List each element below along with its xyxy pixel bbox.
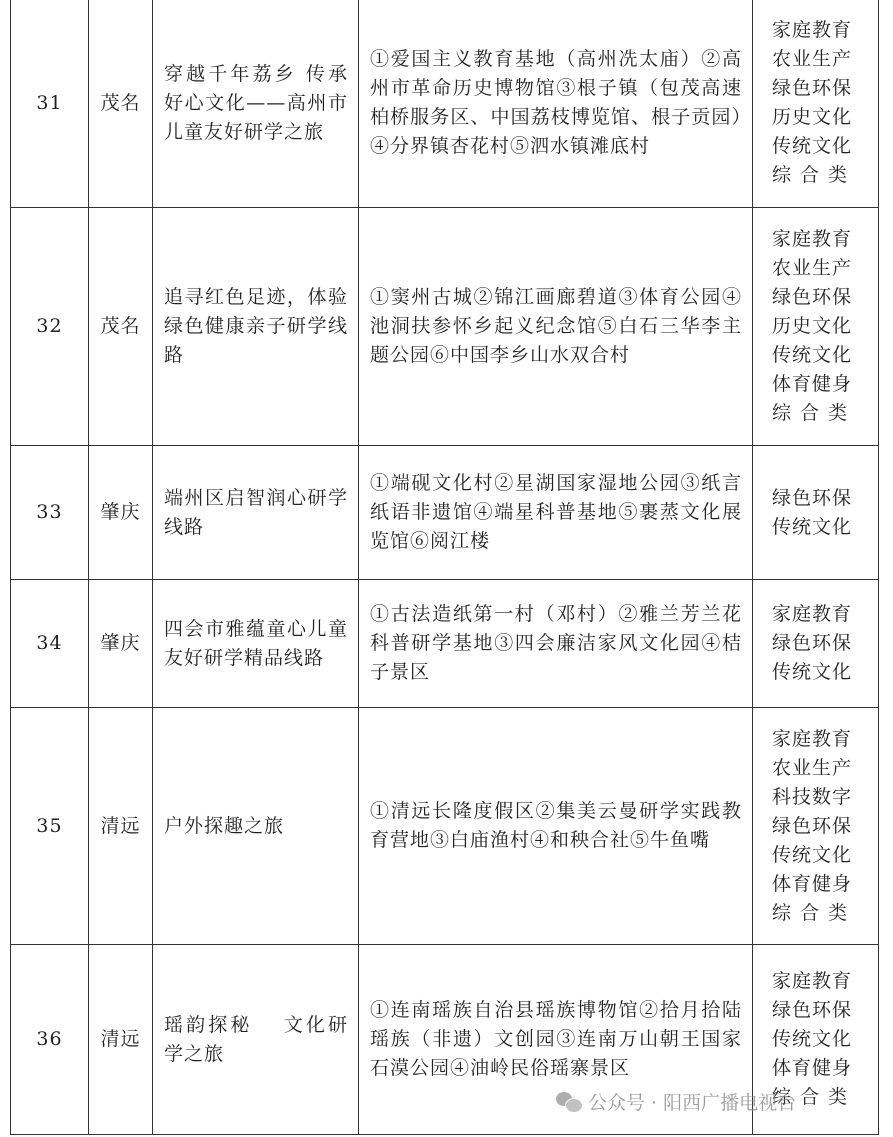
category-item: 农业生产 — [772, 48, 853, 70]
bases-cell: ①端砚文化村②星湖国家湿地公园③纸言纸语非遗馆④端星科普基地⑤裹蒸文化展览馆⑥阅江楼 — [359, 446, 753, 580]
category-item: 家庭教育 — [772, 603, 853, 625]
category-item: 绿色环保 — [772, 999, 853, 1021]
category-item: 综合类 — [772, 164, 857, 186]
category-item: 综合类 — [772, 402, 857, 424]
route-name-cell: 追寻红色足迹，体验绿色健康亲子研学线路 — [153, 208, 359, 446]
table-row — [11, 208, 879, 446]
table-row — [11, 446, 879, 580]
city-cell: 清远 — [89, 708, 153, 945]
category-item: 家庭教育 — [772, 727, 853, 750]
bases-cell: ①古法造纸第一村（邓村）②雅兰芳兰花科普研学基地③四会廉洁家风文化园④桔子景区 — [359, 580, 753, 708]
category-item: 传统文化 — [772, 344, 853, 366]
city-cell: 肇庆 — [89, 580, 153, 708]
city-cell: 茂名 — [89, 0, 153, 208]
row-number: 32 — [11, 208, 89, 446]
category-cell — [753, 708, 879, 945]
watermark-text: 公众号 · 阳西广播电视台 — [588, 1092, 797, 1114]
route-name-cell: 穿越千年荔乡 传承好心文化——高州市儿童友好研学之旅 — [153, 0, 359, 208]
category-item: 体育健身 — [772, 1057, 853, 1079]
category-item: 绿色环保 — [772, 632, 853, 654]
table-body — [11, 0, 879, 1135]
category-item: 传统文化 — [772, 1028, 853, 1050]
category-item: 历史文化 — [772, 106, 853, 128]
table-row — [11, 0, 879, 208]
city-cell: 清远 — [89, 945, 153, 1135]
bases-cell: ①连南瑶族自治县瑶族博物馆②拾月拾陆瑶族（非遗）文创园③连南万山朝王国家石漠公园④油岭民俗瑶寨景区 — [359, 945, 753, 1135]
route-name-cell: 四会市雅蕴童心儿童友好研学精品线路 — [153, 580, 359, 708]
category-item: 绿色环保 — [772, 814, 853, 837]
row-number: 34 — [11, 580, 89, 708]
category-item: 家庭教育 — [772, 19, 853, 41]
row-number: 33 — [11, 446, 89, 580]
row-number: 31 — [11, 0, 89, 208]
route-name-cell: 户外探趣之旅 — [153, 708, 359, 945]
city-cell: 肇庆 — [89, 446, 153, 580]
category-item: 历史文化 — [772, 315, 853, 337]
category-item: 农业生产 — [772, 257, 853, 279]
row-number: 35 — [11, 708, 89, 945]
bases-cell: ①窦州古城②锦江画廊碧道③体育公园④池洞扶参怀乡起义纪念馆⑤白石三华李主题公园⑥中国李乡山水双合村 — [359, 208, 753, 446]
route-name-cell: 端州区启智润心研学线路 — [153, 446, 359, 580]
wechat-icon — [556, 1091, 582, 1113]
category-item: 体育健身 — [772, 872, 853, 895]
category-cell — [753, 446, 879, 580]
category-item: 传统文化 — [772, 135, 853, 157]
category-item: 绿色环保 — [772, 77, 853, 99]
city-cell: 茂名 — [89, 208, 153, 446]
category-item: 家庭教育 — [772, 228, 853, 250]
row-number: 36 — [11, 945, 89, 1135]
table-row — [11, 580, 879, 708]
table-row — [11, 708, 879, 945]
category-item: 传统文化 — [772, 515, 853, 538]
wechat-watermark — [556, 1088, 796, 1115]
category-cell — [753, 208, 879, 446]
category-cell — [753, 580, 879, 708]
route-name-cell: 瑶韵探秘 文化研学之旅 — [153, 945, 359, 1135]
category-item: 体育健身 — [772, 373, 853, 395]
category-cell — [753, 0, 879, 208]
category-item: 传统文化 — [772, 843, 853, 866]
category-item: 科技数字 — [772, 785, 853, 808]
category-item: 绿色环保 — [772, 286, 853, 308]
category-item: 农业生产 — [772, 756, 853, 779]
bases-cell: ①爱国主义教育基地（高州冼太庙）②高州市革命历史博物馆③根子镇（包茂高速柏桥服务区、中国荔枝博览馆、根子贡园）④分界镇杏花村⑤泗水镇滩底村 — [359, 0, 753, 208]
category-item: 综合类 — [772, 1086, 857, 1108]
category-item: 绿色环保 — [772, 486, 853, 509]
bases-cell: ①清远长隆度假区②集美云曼研学实践教育营地③白庙渔村④和秧合社⑤牛鱼嘴 — [359, 708, 753, 945]
category-item: 传统文化 — [772, 661, 853, 683]
route-table — [10, 0, 879, 1135]
category-item: 综合类 — [772, 901, 857, 924]
category-item: 家庭教育 — [772, 970, 853, 992]
